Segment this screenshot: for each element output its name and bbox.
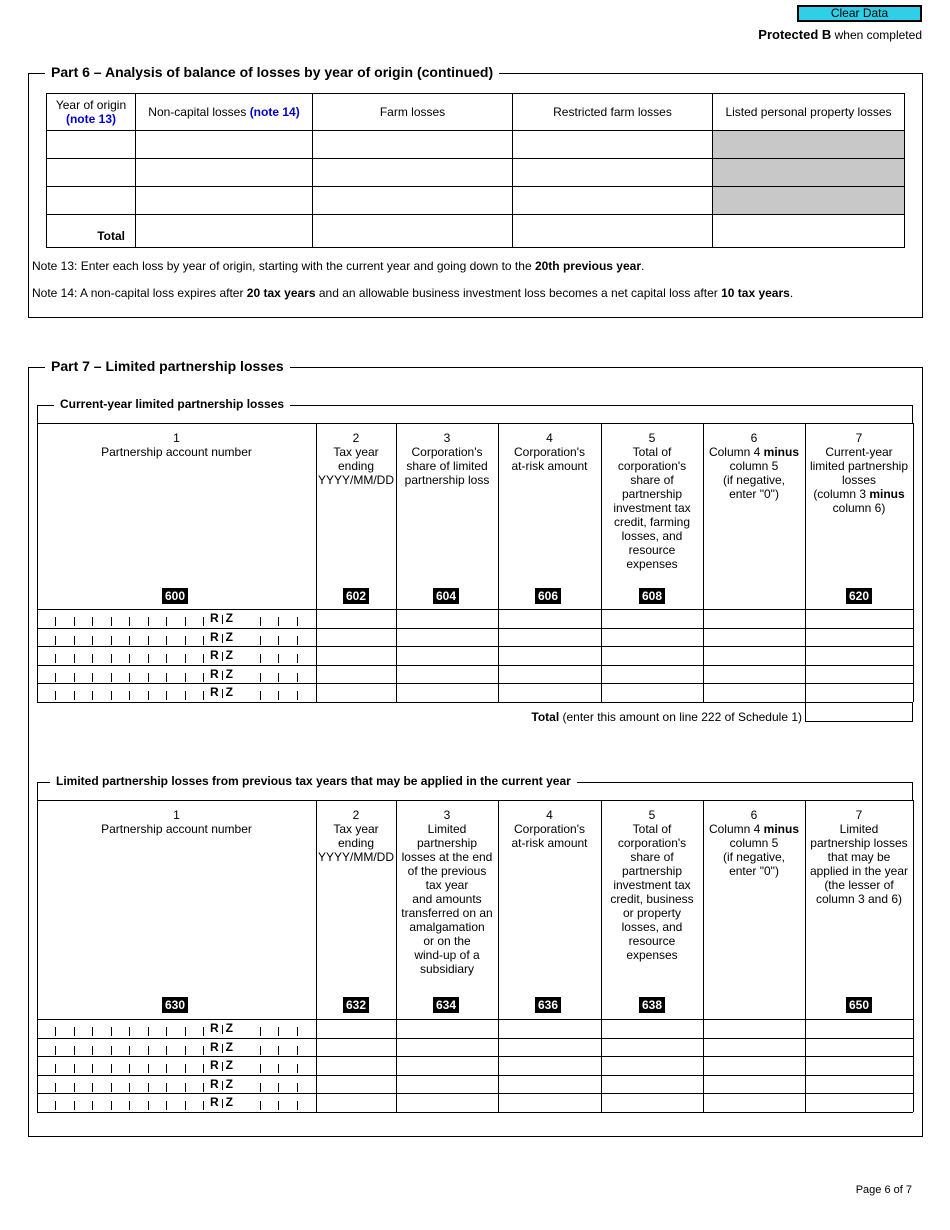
shaded-cell [713,187,905,215]
tick-mark [203,673,204,682]
current-total-input[interactable] [805,703,913,722]
previous-cell-input[interactable] [397,1020,498,1037]
tick-mark [111,1027,112,1036]
tick-mark [129,654,130,663]
current-cell-input[interactable] [397,610,498,627]
tick-mark [297,1064,298,1073]
tick-mark [278,691,279,700]
tick-mark [92,617,93,626]
table-row [47,187,905,215]
tick-mark [203,691,204,700]
previous-account-input[interactable] [37,1022,316,1036]
total-label: Total [47,215,136,248]
current-col4-header: 4 Corporation's at-risk amount [511,431,588,473]
grid-vline [913,800,914,1112]
previous-account-input[interactable] [37,1059,316,1073]
tick-mark [260,673,261,682]
current-col1-header: 1 Partnership account number [101,431,252,459]
tick-mark [92,1027,93,1036]
previous-cell-input[interactable] [602,1020,703,1037]
tick-mark [297,691,298,700]
tick-mark [278,617,279,626]
tick-mark [203,617,204,626]
current-cell-input[interactable] [602,629,703,646]
table-row [47,131,905,159]
tick-mark [278,1083,279,1092]
previous-cell-input[interactable] [806,1076,913,1093]
tick-mark [129,636,130,645]
tick-mark [74,1083,75,1092]
current-account-input[interactable] [37,612,316,626]
previous-cell-input[interactable] [317,1094,396,1111]
previous-cell-input[interactable] [397,1057,498,1074]
tick-mark [260,1064,261,1073]
tick-mark [55,1046,56,1055]
tick-mark [185,636,186,645]
tick-mark [185,654,186,663]
farm-input[interactable] [313,187,513,215]
tick-mark [129,1046,130,1055]
rz-program-id: R Z [210,1058,234,1073]
tick-mark [111,1064,112,1073]
previous-cell-input[interactable] [397,1039,498,1056]
previous-line-code: 636 [535,997,561,1013]
tick-mark [278,654,279,663]
rz-program-id: R Z [210,1039,234,1054]
rz-program-id: R Z [210,648,234,663]
tick-mark [166,1046,167,1055]
tick-mark [148,1064,149,1073]
rz-program-id: R Z [210,1076,234,1091]
part6-title: Part 6 – Analysis of balance of losses by year of origin (continued) [45,64,499,80]
current-cell-input[interactable] [704,684,805,701]
current-cell-input[interactable] [499,666,601,683]
tick-mark [92,1046,93,1055]
tick-mark [111,636,112,645]
tick-mark [74,1064,75,1073]
tick-mark [166,1064,167,1073]
tick-mark [203,1064,204,1073]
previous-line-code: 632 [343,997,369,1013]
noncap-input[interactable] [136,187,313,215]
tick-mark [111,1101,112,1110]
rz-program-id: R Z [210,629,234,644]
previous-cell-input[interactable] [602,1039,703,1056]
noncap-input[interactable] [136,131,313,159]
col-non-capital-losses: Non-capital losses (note 14) [136,94,313,131]
tick-mark [55,654,56,663]
previous-cell-input[interactable] [499,1057,601,1074]
tick-mark [297,673,298,682]
previous-cell-input[interactable] [704,1039,805,1056]
tick-mark [203,636,204,645]
grid-hline [37,1112,913,1113]
table-row [47,159,905,187]
current-cell-input[interactable] [602,684,703,701]
total-farm[interactable] [313,215,513,248]
previous-col5-header: 5 Total of corporation's share of partnership investment tax credit, business or property losses, and resource expenses [610,808,694,962]
current-account-input[interactable] [37,686,316,700]
tick-mark [260,636,261,645]
current-line-code: 620 [846,588,872,604]
tick-mark [278,636,279,645]
tick-mark [203,1046,204,1055]
protected-label: Protected B when completed [758,27,922,42]
current-cell-input[interactable] [806,610,913,627]
tick-mark [297,1083,298,1092]
tick-mark [166,673,167,682]
previous-cell-input[interactable] [704,1076,805,1093]
year-input[interactable] [47,159,136,187]
tick-mark [166,1083,167,1092]
tick-mark [92,1101,93,1110]
current-section-title: Current-year limited partnership losses [54,397,290,411]
current-cell-input[interactable] [602,666,703,683]
previous-account-input[interactable] [37,1096,316,1110]
tick-mark [129,691,130,700]
tick-mark [92,691,93,700]
tick-mark [166,617,167,626]
previous-cell-input[interactable] [806,1094,913,1111]
tick-mark [148,654,149,663]
current-account-input[interactable] [37,668,316,682]
tick-mark [166,654,167,663]
noncap-input[interactable] [136,159,313,187]
col-year-of-origin: Year of origin (note 13) [47,94,136,131]
previous-col6-header: 6 Column 4 minus column 5 (if negative, enter "0") [708,808,800,878]
previous-cell-input[interactable] [806,1020,913,1037]
tick-mark [260,1027,261,1036]
previous-cell-input[interactable] [704,1094,805,1111]
tick-mark [260,617,261,626]
tick-mark [111,1083,112,1092]
grid-hline [37,702,913,703]
tick-mark [185,1101,186,1110]
page-number: Page 6 of 7 [855,1184,912,1196]
current-cell-input[interactable] [499,629,601,646]
current-cell-input[interactable] [317,610,396,627]
tick-mark [185,1027,186,1036]
rz-program-id: R Z [210,1095,234,1110]
tick-mark [148,1101,149,1110]
tick-mark [55,691,56,700]
tick-mark [148,636,149,645]
tick-mark [148,617,149,626]
grid-hline [37,423,913,424]
farm-input[interactable] [313,159,513,187]
current-line-code: 604 [433,588,459,604]
tick-mark [55,1064,56,1073]
current-cell-input[interactable] [397,647,498,664]
tick-mark [55,617,56,626]
farm-input[interactable] [313,131,513,159]
tick-mark [185,1046,186,1055]
tick-mark [185,691,186,700]
previous-col4-header: 4 Corporation's at-risk amount [511,808,588,850]
restricted-input[interactable] [513,131,713,159]
previous-cell-input[interactable] [317,1076,396,1093]
tick-mark [297,1027,298,1036]
clear-data-button[interactable]: Clear Data [797,5,922,22]
tick-mark [148,1027,149,1036]
rz-separator [222,689,223,698]
previous-cell-input[interactable] [397,1076,498,1093]
current-cell-input[interactable] [317,647,396,664]
rz-program-id: R Z [210,685,234,700]
year-input[interactable] [47,187,136,215]
current-line-code: 606 [535,588,561,604]
tick-mark [129,617,130,626]
rz-program-id: R Z [210,611,234,625]
previous-line-code: 638 [639,997,665,1013]
restricted-input[interactable] [513,159,713,187]
tick-mark [74,617,75,626]
current-cell-input[interactable] [602,610,703,627]
tick-mark [92,1083,93,1092]
previous-line-code: 634 [433,997,459,1013]
rz-separator [222,634,223,643]
previous-cell-input[interactable] [317,1020,396,1037]
current-cell-input[interactable] [499,684,601,701]
previous-account-input[interactable] [37,1078,316,1092]
rz-program-id: R Z [210,666,234,681]
current-col5-header: 5 Total of corporation's share of partnership investment tax credit, farming losses, and resource expenses [613,431,691,571]
current-cell-input[interactable] [317,666,396,683]
tick-mark [166,691,167,700]
current-total-label: Total (enter this amount on line 222 of Schedule 1) [531,710,802,724]
previous-col1-header: 1 Partnership account number [101,808,252,836]
current-line-code: 600 [162,588,188,604]
total-noncap[interactable] [136,215,313,248]
tick-mark [166,1101,167,1110]
shaded-cell [713,131,905,159]
rz-separator [222,1062,223,1071]
tick-mark [260,1046,261,1055]
tick-mark [278,673,279,682]
previous-cell-input[interactable] [397,1094,498,1111]
note-13: Note 13: Enter each loss by year of origin, starting with the current year and going down to the 20th previous year. [32,259,645,273]
tick-mark [111,654,112,663]
previous-cell-input[interactable] [602,1076,703,1093]
rz-separator [222,1099,223,1108]
tick-mark [129,673,130,682]
previous-cell-input[interactable] [317,1057,396,1074]
previous-line-code: 650 [846,997,872,1013]
current-account-input[interactable] [37,631,316,645]
tick-mark [203,1101,204,1110]
tick-mark [111,673,112,682]
current-cell-input[interactable] [704,629,805,646]
tick-mark [148,673,149,682]
shaded-cell [713,159,905,187]
tick-mark [260,1083,261,1092]
rz-separator [222,1044,223,1053]
col-farm-losses: Farm losses [313,94,513,131]
year-input[interactable] [47,131,136,159]
tick-mark [297,1101,298,1110]
tick-mark [74,636,75,645]
tick-mark [74,1101,75,1110]
total-row [47,215,905,248]
previous-cell-input[interactable] [499,1039,601,1056]
previous-cell-input[interactable] [317,1039,396,1056]
current-cell-input[interactable] [499,647,601,664]
rz-separator [222,652,223,661]
previous-cell-input[interactable] [499,1020,601,1037]
tick-mark [74,673,75,682]
current-col6-header: 6 Column 4 minus column 5 (if negative, enter "0") [708,431,800,501]
current-cell-input[interactable] [806,684,913,701]
current-cell-input[interactable] [397,629,498,646]
previous-col7-header: 7 Limited partnership losses that may be applied in the year (the lesser of column 3 and 6) [809,808,909,906]
tick-mark [111,617,112,626]
tick-mark [203,654,204,663]
total-listed[interactable] [713,215,905,248]
current-cell-input[interactable] [704,647,805,664]
previous-cell-input[interactable] [806,1057,913,1074]
tick-mark [74,691,75,700]
tick-mark [148,691,149,700]
rz-program-id: R Z [210,1021,234,1035]
tick-mark [55,1083,56,1092]
tick-mark [74,654,75,663]
rz-separator [222,615,223,624]
tick-mark [278,1046,279,1055]
tick-mark [260,1101,261,1110]
tick-mark [166,636,167,645]
restricted-input[interactable] [513,187,713,215]
tick-mark [148,1083,149,1092]
current-account-input[interactable] [37,649,316,663]
tick-mark [129,1027,130,1036]
total-restricted[interactable] [513,215,713,248]
tick-mark [55,673,56,682]
tick-mark [297,636,298,645]
previous-cell-input[interactable] [704,1057,805,1074]
current-cell-input[interactable] [397,684,498,701]
tick-mark [92,636,93,645]
tick-mark [74,1046,75,1055]
tick-mark [55,1101,56,1110]
current-col2-header: 2 Tax year ending YYYY/MM/DD [317,431,394,487]
rz-separator [222,1081,223,1090]
tick-mark [92,1064,93,1073]
tick-mark [148,1046,149,1055]
part7-title: Part 7 – Limited partnership losses [45,358,290,374]
tick-mark [185,617,186,626]
tick-mark [129,1064,130,1073]
part6-table [46,93,905,248]
col-restricted-farm-losses: Restricted farm losses [513,94,713,131]
previous-cell-input[interactable] [499,1076,601,1093]
current-cell-input[interactable] [602,647,703,664]
tick-mark [297,617,298,626]
tick-mark [203,1027,204,1036]
tick-mark [166,1027,167,1036]
current-cell-input[interactable] [397,666,498,683]
tick-mark [203,1083,204,1092]
current-cell-input[interactable] [317,684,396,701]
grid-vline [913,423,914,702]
previous-cell-input[interactable] [499,1094,601,1111]
tick-mark [297,654,298,663]
current-cell-input[interactable] [499,610,601,627]
tick-mark [278,1064,279,1073]
tick-mark [74,1027,75,1036]
tick-mark [278,1101,279,1110]
previous-section-title: Limited partnership losses from previous tax years that may be applied in the current year [50,774,577,788]
tick-mark [92,654,93,663]
current-cell-input[interactable] [806,666,913,683]
previous-line-code: 630 [162,997,188,1013]
current-cell-input[interactable] [806,629,913,646]
tick-mark [129,1083,130,1092]
previous-account-input[interactable] [37,1041,316,1055]
note-14: Note 14: A non-capital loss expires after 20 tax years and an allowable business investment loss becomes a net capital loss after 10 tax years. [32,286,794,300]
current-line-code: 602 [343,588,369,604]
current-cell-input[interactable] [317,629,396,646]
grid-hline [37,800,913,801]
previous-cell-input[interactable] [602,1057,703,1074]
tick-mark [185,1083,186,1092]
rz-separator [222,1025,223,1034]
previous-col3-header: 3 Limited partnership losses at the end of the previous tax year and amounts transferred on an amalgamation or on the wind-up of a subsidiary [401,808,493,976]
rz-separator [222,671,223,680]
previous-col2-header: 2 Tax year ending YYYY/MM/DD [317,808,394,864]
previous-cell-input[interactable] [602,1094,703,1111]
current-line-code: 608 [639,588,665,604]
tick-mark [260,654,261,663]
tick-mark [297,1046,298,1055]
tick-mark [185,673,186,682]
tick-mark [185,1064,186,1073]
tick-mark [111,1046,112,1055]
current-col7-header: 7 Current-year limited partnership losses (column 3 minus column 6) [809,431,909,515]
previous-cell-input[interactable] [806,1039,913,1056]
tick-mark [260,691,261,700]
tick-mark [55,636,56,645]
tick-mark [111,691,112,700]
current-col3-header: 3 Corporation's share of limited partnership loss [404,431,490,487]
col-listed-personal-property: Listed personal property losses [713,94,905,131]
tick-mark [92,673,93,682]
tick-mark [129,1101,130,1110]
current-cell-input[interactable] [704,610,805,627]
tick-mark [278,1027,279,1036]
tick-mark [55,1027,56,1036]
current-cell-input[interactable] [704,666,805,683]
current-cell-input[interactable] [806,647,913,664]
previous-cell-input[interactable] [704,1020,805,1037]
